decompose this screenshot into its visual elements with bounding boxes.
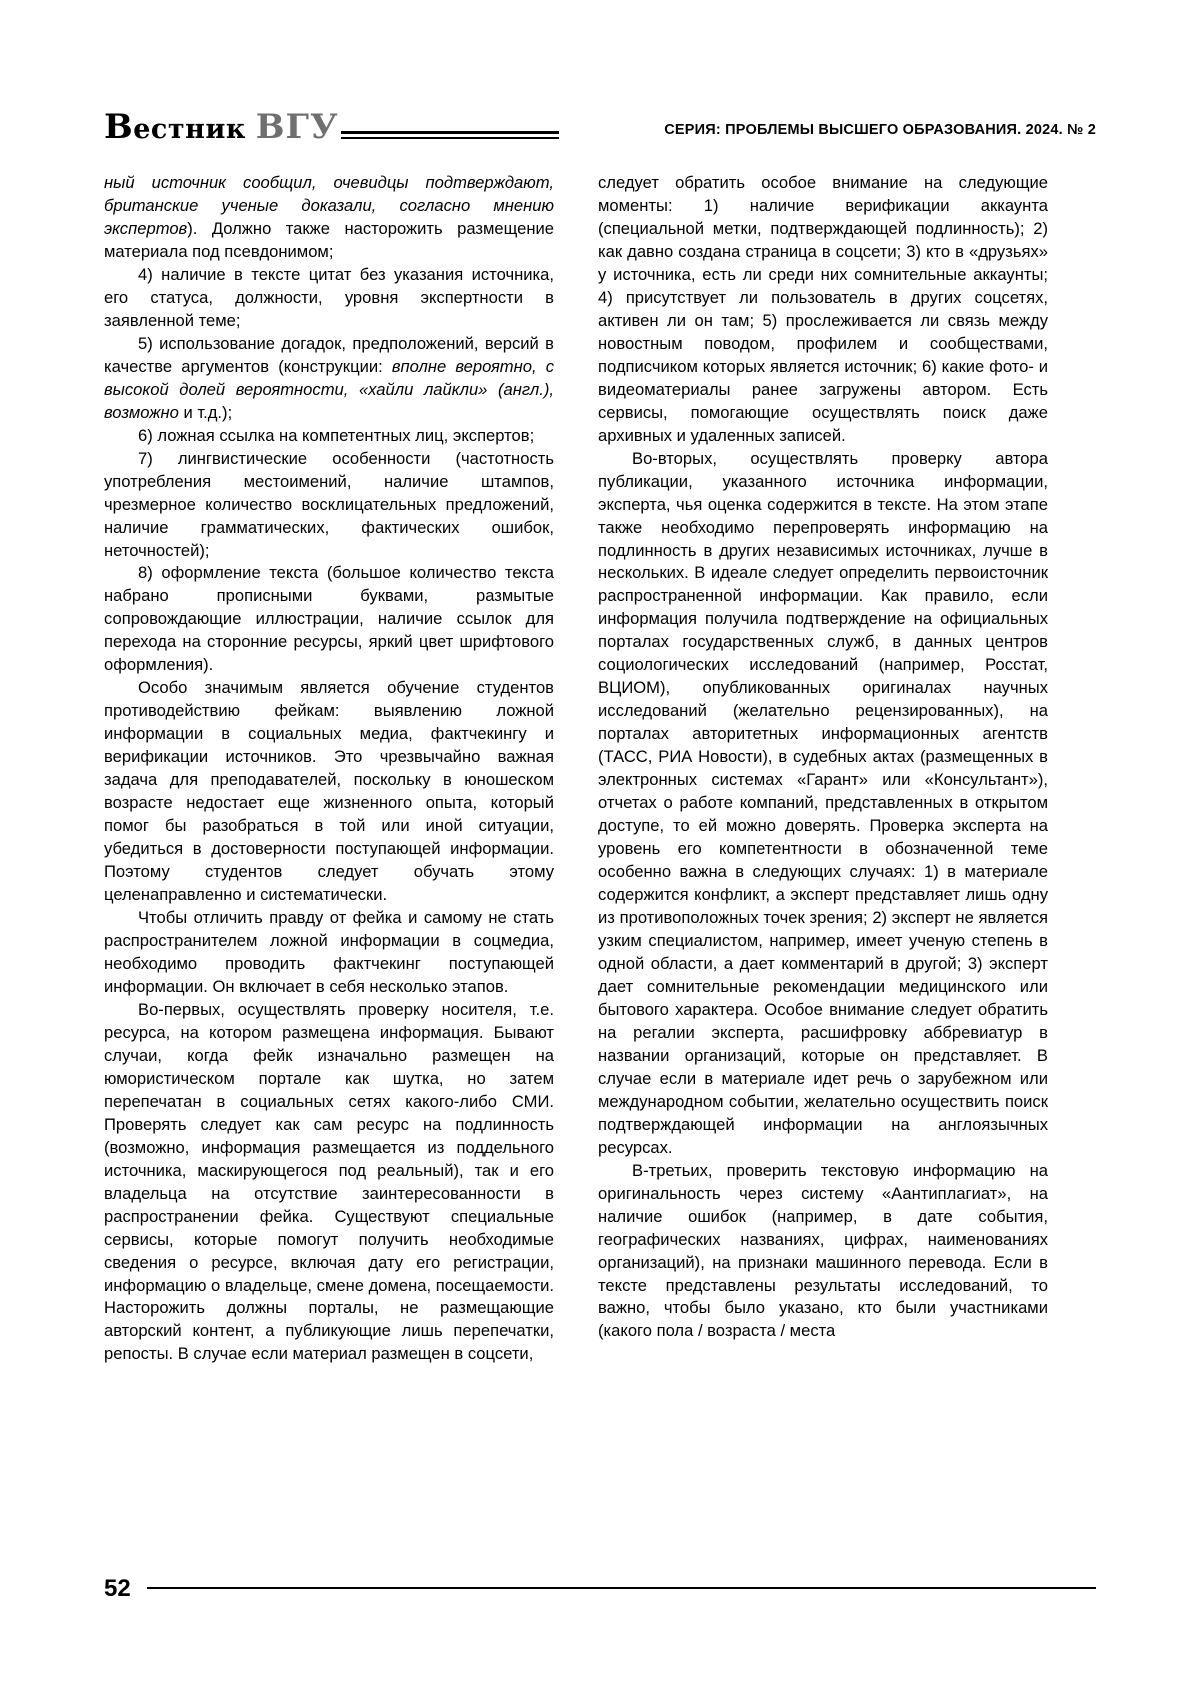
italic-run: вполне вероятно, с высокой долей вероятности, «хайли лайкли» (англ.), возможно <box>104 356 555 422</box>
paragraph: 5) использование догадок, предположений, версий в качестве аргументов (конструкции: вполне вероятно, с высокой долей вероятности, «хайли лайкли» (англ.), возможно и т.д.); <box>104 333 555 422</box>
journal-title <box>104 107 339 152</box>
paragraph: 4) наличие в тексте цитат без указания источника, его статуса, должности, уровня экспертности в заявленной теме; <box>104 264 554 330</box>
page-number: 52 <box>104 1575 131 1602</box>
page-footer <box>104 1577 1096 1601</box>
page-header <box>104 96 1096 152</box>
paragraph: Во-вторых, осуществлять проверку автора публикации, указанного источника информации, эксперта, чья оценка содержится в тексте. На этом этапе также необходимо перепроверять информацию на подлинность в других независимых источниках, лучше в нескольких. В идеале следует определить первоисточник распространенной информации. Как правило, если информация получила подтверждение на официальных порталах государственных служб, в данных центров социологических исследований (например, Росстат, ВЦИОМ), опубликованных оригиналах научных исследований (желательно рецензированных), на порталах авторитетных информационных агентств (ТАСС, РИА Новости), в судебных актах (размещенных в электронных системах «Гарант» или «Консультант»), отчетах о работе компаний, представленных в открытом доступе, то ей можно доверять. Проверка эксперта на уровень его компетентности в обозначенной теме особенно важна в следующих случаях: 1) в материале содержится конфликт, а эксперт представляет лишь одну из противоположных точек зрения; 2) эксперт не является узким специалистом, например, имеет ученую степень в одной области, а дает комментарий в другой; 3) эксперт дает сомнительные рекомендации медицинского или бытового характера. Особое внимание следует обратить на регалии эксперта, расшифровку аббревиатур в названии организаций, которые он представляет. В случае если в материале идет речь о зарубежном или международном событии, желательно осуществить поиск подтверждающей информации на англоязычных ресурсах. <box>598 448 1048 1157</box>
paragraph: 6) ложная ссылка на компетентных лиц, экспертов; <box>138 425 535 445</box>
paragraph: Особо значимым является обучение студентов противодействию фейкам: выявлению ложной информации в социальных медиа, фактчекингу и верификации источников. Это чрезвычайно важная задача для преподавателей, поскольку в юношеском возрасте недостает еще жизненного опыта, который помог бы разобраться в той или иной ситуации, убедиться в достоверности поступающей информации. Поэтому студентов следует обучать этому целенаправленно и систематически. <box>104 678 554 905</box>
paragraph: следует обратить особое внимание на следующие моменты: 1) наличие верификации аккаунта (специальной метки, подтверждающей подлинность); 2) как давно создана страница в соцсети; 3) кто в «друзьях» у источника, есть ли среди них сомнительные аккаунты; 4) присутствует ли пользователь в других соцсетях, активен ли он там; 5) прослеживается ли связь между новостным поводом, профилем и сообществами, подписчиком которых является источник; 6) какие фото- и видеоматериалы ранее загружены автором. Есть сервисы, помогающие осуществлять поиск даже архивных и удаленных записей. <box>598 173 1048 445</box>
paragraph: Чтобы отличить правду от фейка и самому не стать распространителем ложной информации в соцмедиа, необходимо проводить фактчекинг поступающей информации. Он включает в себя несколько этапов. <box>104 908 554 996</box>
journal-title-abbr: ВГУ <box>255 107 339 147</box>
paragraph: ный источник сообщил, очевидцы подтверждают, британские ученые доказали, согласно мнению экспертов). Должно также насторожить размещение материала под псевдонимом; <box>104 173 554 261</box>
paragraph: Во-первых, осуществлять проверку носителя, т.е. ресурса, на котором размещена информация. Бывают случаи, когда фейк изначально размещен на юмористическом портале как шутка, но затем перепечатан в социальных сетях какого-либо СМИ. Проверять следует как сам ресурс на подлинность (возможно, информация размещается из поддельного источника, маскирующегося под реальный), так и его владельца на отсутствие заинтересованности в распространении фейка. Существуют специальные сервисы, которые помогут получить необходимые сведения о ресурсе, включая дату его регистрации, информацию о владельце, смене домена, посещаемости. Насторожить должны порталы, не размещающие авторский контент, а публикующие лишь перепечатки, репосты. В случае если материал размещен в соцсети, <box>104 999 555 1364</box>
footer-rule <box>147 1587 1096 1589</box>
left-column <box>104 172 554 1366</box>
header-rule-thick <box>341 131 559 134</box>
body-columns <box>104 172 1096 1366</box>
header-rule-thin <box>341 137 559 139</box>
journal-title-first-letter: В <box>104 107 134 147</box>
header-rule <box>341 131 559 152</box>
paragraph: 7) лингвистические особенности (частотность употребления местоимений, наличие штампов, чрезмерное количество восклицательных предложений, наличие грамматических, фактических ошибок, неточностей); <box>104 448 554 560</box>
italic-run: ный источник сообщил, очевидцы подтверждают, британские ученые доказали, согласно мнению экспертов <box>104 173 554 238</box>
series-line: СЕРИЯ: ПРОБЛЕМЫ ВЫСШЕГО ОБРАЗОВАНИЯ. 2024. № 2 <box>664 122 1096 138</box>
paragraph: В-третьих, проверить текстовую информацию на оригинальность через систему «Аантиплагиат», на наличие ошибок (например, в дате события, географических названиях, цифрах, наименованиях организаций), на признаки машинного перевода. Если в тексте представлены результаты исследований, то важно, чтобы было указано, кто были участниками (какого пола / возраста / места <box>598 1160 1048 1341</box>
paragraph: 8) оформление текста (большое количество текста набрано прописными буквами, размытые сопровождающие иллюстрации, наличие ссылок для перехода на сторонние ресурсы, яркий цвет шрифтового оформления). <box>104 563 554 675</box>
right-column <box>598 172 1048 1366</box>
journal-title-rest: естник <box>133 114 246 145</box>
